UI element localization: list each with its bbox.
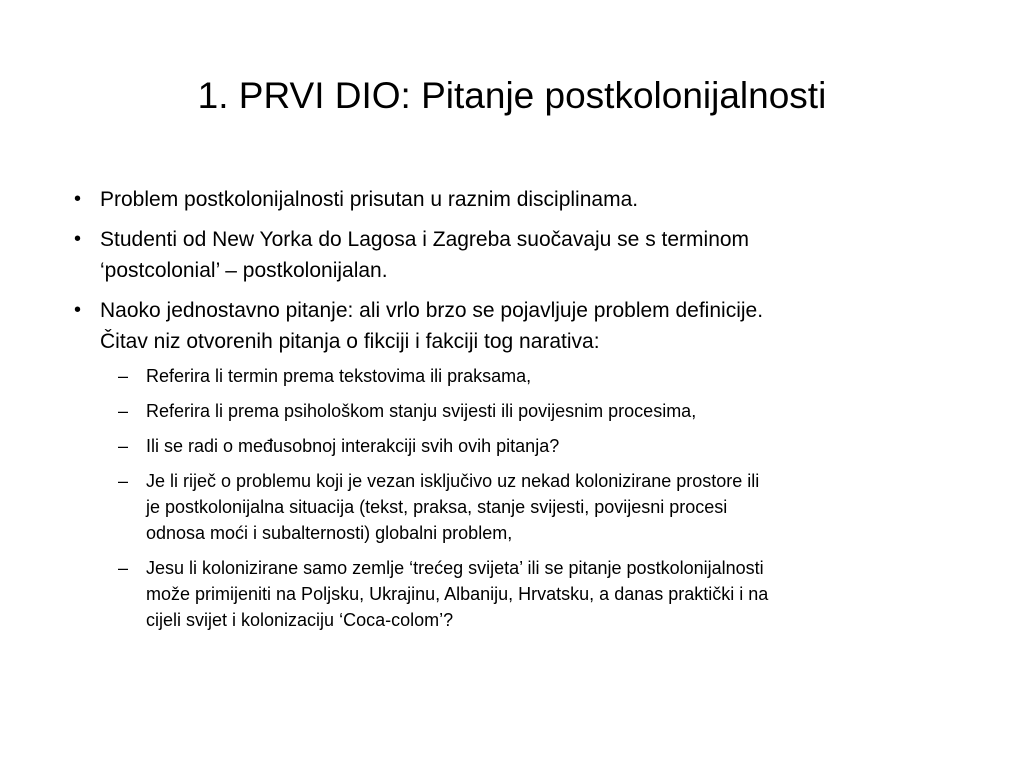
sub-bullet-item: [118, 555, 966, 633]
sub-bullet-line: Referira li termin prema tekstovima ili praksama,: [146, 366, 532, 386]
sub-bullet-item: [118, 468, 966, 546]
bullet-marker: •: [74, 299, 82, 321]
bullet-line: Čitav niz otvorenih pitanja o fikciji i fakciji tog narativa:: [100, 330, 600, 353]
bullet-marker: •: [74, 188, 82, 210]
dash-marker: –: [118, 366, 129, 386]
sub-bullet-line: je postkolonijalna situacija (tekst, praksa, stanje svijesti, povijesni procesi: [146, 497, 728, 517]
bullet-item: [74, 224, 966, 286]
sub-bullet-line: može primijeniti na Poljsku, Ukrajinu, Albaniju, Hrvatsku, a danas praktički i na: [146, 584, 769, 604]
sub-bullet-item: [118, 363, 966, 389]
sub-bullet-line: cijeli svijet i kolonizaciju ‘Coca-colom’?: [146, 610, 454, 630]
bullet-line: Naoko jednostavno pitanje: ali vrlo brzo se pojavljuje problem definicije.: [100, 299, 764, 322]
bullet-item: [74, 295, 966, 633]
sub-bullet-line: Jesu li kolonizirane samo zemlje ‘trećeg svijeta’ ili se pitanje postkolonijalnosti: [146, 558, 764, 578]
sub-bullet-item: [118, 398, 966, 424]
dash-marker: –: [118, 558, 129, 578]
sub-bullet-line: Ili se radi o međusobnoj interakciji svih ovih pitanja?: [146, 436, 560, 456]
bullet-list: [74, 184, 966, 642]
sub-bullet-line: Referira li prema psihološkom stanju svijesti ili povijesnim procesima,: [146, 401, 697, 421]
dash-marker: –: [118, 436, 129, 456]
slide-title: 1. PRVI DIO: Pitanje postkolonijalnosti: [197, 75, 827, 116]
dash-marker: –: [118, 401, 129, 421]
bullet-item: [74, 184, 966, 215]
dash-marker: –: [118, 471, 129, 491]
sub-bullet-line: Je li riječ o problemu koji je vezan isključivo uz nekad kolonizirane prostore ili: [146, 471, 760, 491]
sub-bullet-item: [118, 433, 966, 459]
bullet-marker: •: [74, 228, 82, 250]
bullet-line: ‘postcolonial’ – postkolonijalan.: [100, 259, 388, 282]
sub-bullet-list: [118, 363, 966, 633]
bullet-line: Studenti od New Yorka do Lagosa i Zagreba suočavaju se s terminom: [100, 228, 750, 251]
sub-bullet-line: odnosa moći i subalternosti) globalni problem,: [146, 523, 513, 543]
bullet-line: Problem postkolonijalnosti prisutan u raznim disciplinama.: [100, 188, 639, 211]
